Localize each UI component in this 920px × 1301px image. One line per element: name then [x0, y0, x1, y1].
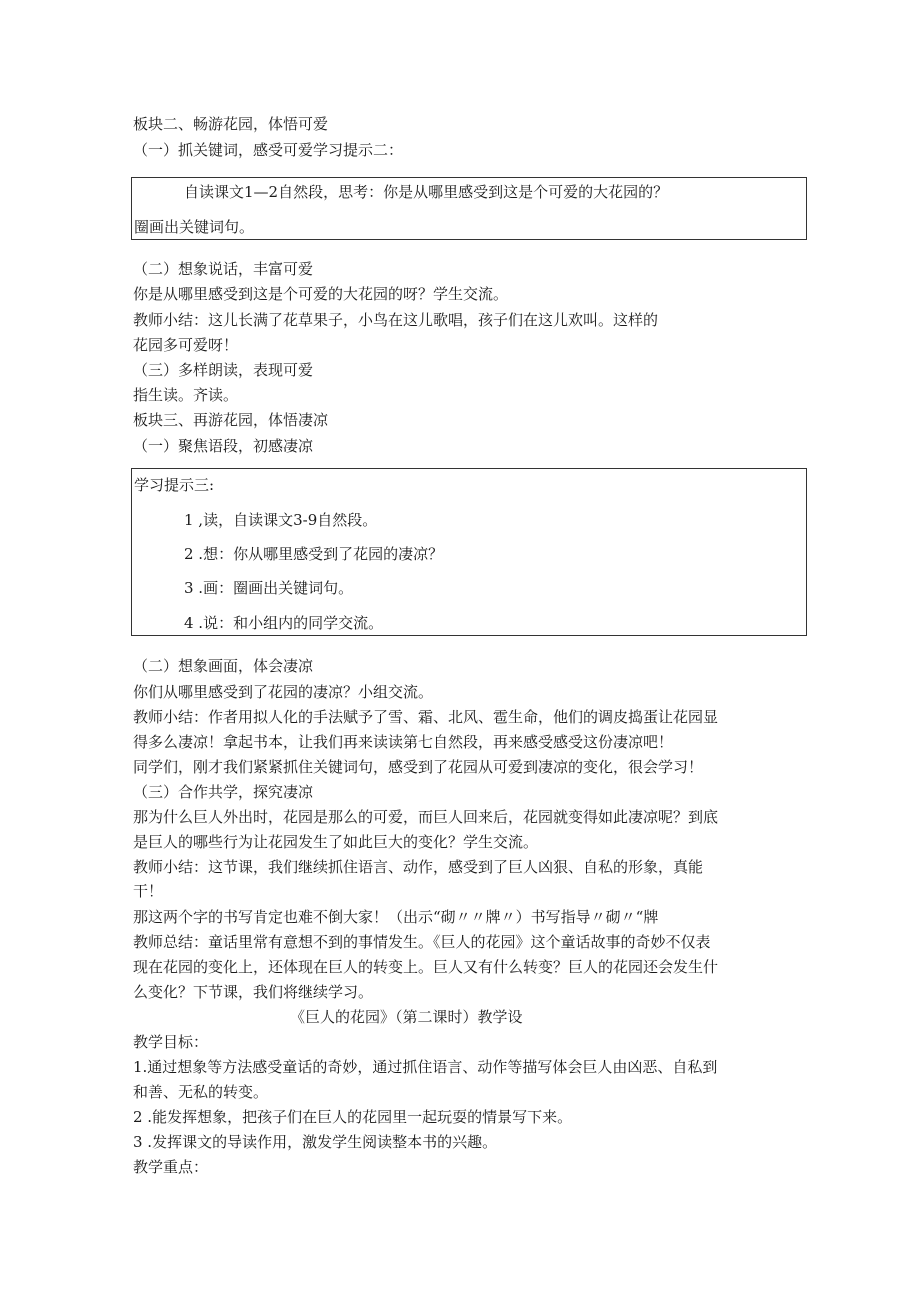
lesson2-goal2: 2 .能发挥想象，把孩子们在巨人的花园里一起玩耍的情景写下来。 [133, 1108, 573, 1126]
section3-p2b: 得多么凄凉！拿起书本，让我们再来读读第七自然段，再来感受感受这份凄凉吧！ [133, 733, 674, 751]
section3-p3: 同学们，刚才我们紧紧抓住关键词句，感受到了花园从可爱到凄凉的变化，很会学习！ [133, 758, 704, 776]
section3-p7b: 现在花园的变化上，还体现在巨人的转变上。巨人又有什么转变？巨人的花园还会发生什 [133, 958, 719, 976]
study-tip-box-3 [131, 468, 807, 636]
study-tip-box-2 [131, 177, 807, 240]
study-tip-3-item: 1 ,读，自读课文3-9自然段。 [184, 511, 378, 529]
section3-p6: 那这两个字的书写肯定也难不倒大家！（出示“砌〃〃牌〃）书写指导〃砌〃“牌 [133, 908, 659, 926]
section2-heading: 板块二、畅游花园，体悟可爱 [133, 115, 329, 133]
lesson2-goals-label: 教学目标： [133, 1033, 209, 1051]
section3-sub1: （一）聚焦语段，初感凄凉 [133, 437, 314, 455]
section2-sub1: （一）抓关键词，感受可爱学习提示二： [133, 141, 404, 159]
study-tip-3-item: 2 .想：你从哪里感受到了花园的凄凉？ [184, 545, 444, 563]
lesson2-focus-label: 教学重点： [133, 1158, 209, 1176]
study-tip-3-title: 学习提示三: [134, 476, 215, 494]
section3-p5b: 干！ [133, 882, 164, 900]
study-tip-2-line2: 圈画出关键词句。 [134, 218, 255, 236]
section3-p4a: 那为什么巨人外出时，花园是那么的可爱，而巨人回来后，花园就变得如此凄凉呢？到底 [133, 808, 719, 826]
section2-p3: 指生读。齐读。 [133, 386, 239, 404]
lesson2-goal1a: 1.通过想象等方法感受童话的奇妙，通过抓住语言、动作等描写体会巨人由凶恶、自私到 [133, 1058, 718, 1076]
section3-heading: 板块三、再游花园，体悟凄凉 [133, 411, 329, 429]
section3-sub2: （二）想象画面，体会凄凉 [133, 657, 314, 675]
lesson2-title: 《巨人的花园》（第二课时）教学设 [290, 1008, 523, 1026]
section2-sub3: （三）多样朗读，表现可爱 [133, 361, 314, 379]
section3-p7a: 教师总结：童话里常有意想不到的事情发生。《巨人的花园》这个童话故事的奇妙不仅表 [133, 933, 711, 951]
section2-p2b: 花园多可爱呀！ [133, 336, 239, 354]
section3-p5a: 教师小结：这节课，我们继续抓住语言、动作，感受到了巨人凶狠、自私的形象，真能 [133, 858, 704, 876]
study-tip-2-line1: 自读课文1—2自然段，思考：你是从哪里感受到这是个可爱的大花园的？ [184, 183, 669, 201]
section2-p2a: 教师小结：这儿长满了花草果子，小鸟在这儿歌唱，孩子们在这儿欢叫。这样的 [133, 311, 659, 329]
section2-p1: 你是从哪里感受到这是个可爱的大花园的呀？学生交流。 [133, 285, 509, 303]
section2-sub2: （二）想象说话，丰富可爱 [133, 260, 314, 278]
study-tip-3-item: 4 .说：和小组内的同学交流。 [184, 614, 384, 632]
section3-p4b: 是巨人的哪些行为让花园发生了如此巨大的变化？学生交流。 [133, 833, 539, 851]
section3-p7c: 么变化？下节课，我们将继续学习。 [133, 983, 374, 1001]
section3-sub3: （三）合作共学，探究凄凉 [133, 783, 314, 801]
lesson2-goal3: 3 .发挥课文的导读作用，激发学生阅读整本书的兴趣。 [133, 1133, 498, 1151]
section3-p2a: 教师小结：作者用拟人化的手法赋予了雪、霜、北风、雹生命，他们的调皮捣蛋让花园显 [133, 708, 719, 726]
study-tip-3-item: 3 .画：圈画出关键词句。 [184, 579, 354, 597]
section3-p1: 你们从哪里感受到了花园的凄凉？小组交流。 [133, 683, 434, 701]
lesson2-goal1b: 和善、无私的转变。 [133, 1083, 269, 1101]
